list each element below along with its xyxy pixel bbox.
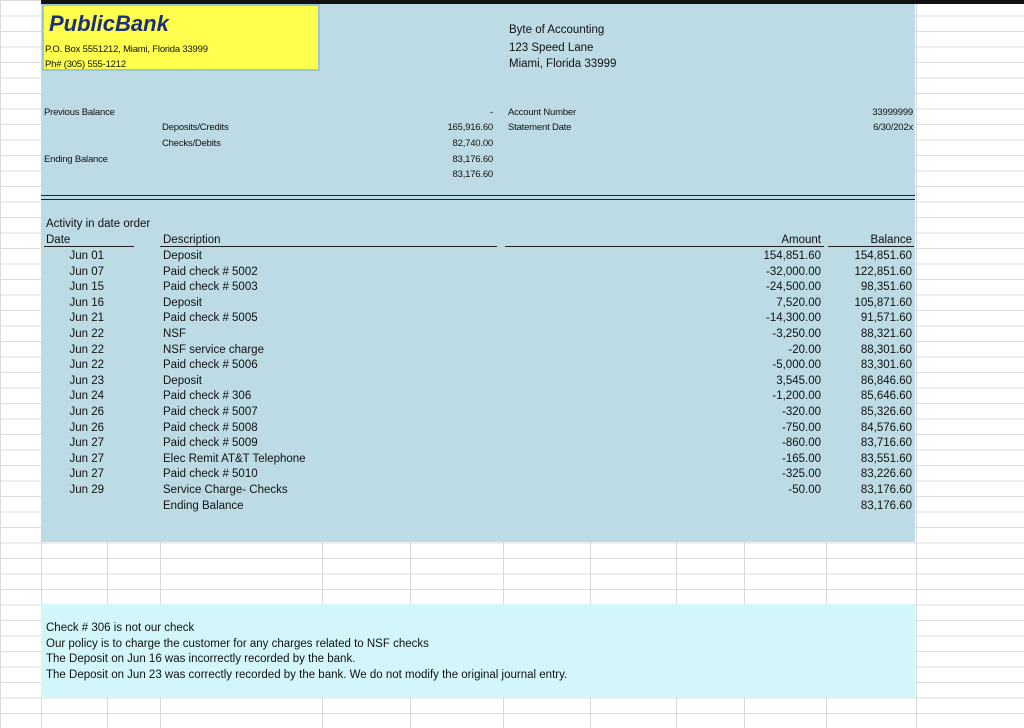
row-amount: -32,000.00	[766, 265, 821, 278]
section-divider	[41, 195, 915, 196]
row-description: Paid check # 5007	[163, 406, 258, 418]
row-balance: 86,846.60	[860, 374, 912, 387]
col-header-description: Description	[163, 234, 221, 246]
bank-header-box	[42, 4, 320, 71]
row-date: Jun 15	[69, 281, 104, 294]
ending-balance-value: 83,176.60	[452, 154, 493, 165]
row-description: Paid check # 5002	[163, 265, 258, 278]
row-balance: 83,176.60	[860, 484, 912, 496]
row-date: Jun 21	[69, 312, 104, 325]
row-balance: 83,716.60	[860, 437, 912, 450]
row-date: Jun 24	[69, 390, 104, 403]
row-description: Paid check # 306	[163, 390, 252, 403]
row-date: Jun 07	[69, 265, 104, 278]
row-amount: -750.00	[781, 421, 821, 434]
row-amount: -5,000.00	[772, 359, 821, 372]
ending-balance-label: Ending Balance	[44, 154, 108, 165]
row-description: Paid check # 5009	[163, 437, 258, 450]
row-date: Jun 22	[69, 359, 104, 372]
row-date: Jun 29	[69, 484, 104, 496]
row-balance: 105,871.60	[854, 296, 912, 309]
row-balance: 85,646.60	[860, 390, 912, 403]
row-description: Elec Remit AT&T Telephone	[163, 452, 306, 465]
checks-label: Checks/Debits	[162, 138, 221, 149]
row-amount: -24,500.00	[766, 281, 821, 294]
row-description: NSF service charge	[163, 343, 264, 356]
row-date: Jun 01	[69, 250, 104, 262]
row-amount: -320.00	[781, 406, 821, 418]
bank-phone: Ph# (305) 555-1212	[45, 59, 126, 70]
col-header-balance: Balance	[870, 234, 912, 246]
row-date: Jun 22	[69, 343, 104, 356]
row-balance: 83,301.60	[860, 359, 912, 372]
row-balance: 88,321.60	[860, 328, 912, 340]
account-number-value: 33999999	[872, 107, 913, 118]
row-amount: 3,545.00	[776, 374, 821, 387]
row-description: Paid check # 5003	[163, 281, 258, 294]
row-amount: -3,250.00	[772, 328, 821, 340]
row-balance: 85,326.60	[860, 406, 912, 418]
row-date: Jun 27	[69, 452, 104, 465]
row-description: Deposit	[163, 374, 202, 387]
col-header-date: Date	[46, 234, 71, 246]
header-underline	[828, 246, 914, 247]
header-underline	[160, 246, 497, 247]
section-divider	[41, 199, 915, 200]
row-description: Service Charge- Checks	[163, 484, 288, 496]
col-header-amount: Amount	[781, 234, 821, 246]
deposits-value: 165,916.60	[447, 122, 493, 133]
row-description: Deposit	[163, 296, 202, 309]
customer-street: 123 Speed Lane	[509, 42, 594, 54]
account-number-label: Account Number	[508, 107, 576, 118]
row-date: Jun 27	[69, 437, 104, 450]
deposits-label: Deposits/Credits	[162, 122, 229, 133]
previous-balance-label: Previous Balance	[44, 107, 115, 118]
row-amount: -165.00	[781, 452, 821, 465]
row-date: Jun 22	[69, 328, 104, 340]
row-description: Ending Balance	[163, 499, 244, 512]
note-line: Our policy is to charge the customer for any charges related to NSF checks	[46, 638, 429, 650]
row-amount: -860.00	[781, 437, 821, 450]
row-date: Jun 23	[69, 374, 104, 387]
row-amount: -14,300.00	[766, 312, 821, 325]
grid-col-line	[916, 0, 917, 728]
previous-balance-value: -	[490, 107, 493, 118]
row-balance: 91,571.60	[860, 312, 912, 325]
row-balance: 154,851.60	[854, 250, 912, 262]
bank-address: P.O. Box 5551212, Miami, Florida 33999	[45, 44, 208, 55]
note-line: The Deposit on Jun 16 was incorrectly recorded by the bank.	[46, 653, 356, 665]
bank-name: PublicBank	[49, 11, 169, 36]
row-amount: -1,200.00	[772, 390, 821, 403]
row-description: Paid check # 5010	[163, 468, 258, 481]
customer-city: Miami, Florida 33999	[509, 58, 617, 70]
row-amount: 7,520.00	[776, 296, 821, 309]
ending-balance-value-2: 83,176.60	[452, 169, 493, 180]
row-amount: -20.00	[788, 343, 821, 356]
row-date: Jun 26	[69, 406, 104, 418]
header-underline	[44, 246, 134, 247]
row-amount: -50.00	[788, 484, 821, 496]
row-balance: 83,226.60	[860, 468, 912, 481]
note-line: The Deposit on Jun 23 was correctly recorded by the bank. We do not modify the original journal entry.	[46, 669, 568, 681]
note-line: Check # 306 is not our check	[46, 622, 195, 634]
row-description: Paid check # 5005	[163, 312, 258, 325]
row-balance: 122,851.60	[854, 265, 912, 278]
row-description: NSF	[163, 328, 186, 340]
row-date: Jun 27	[69, 468, 104, 481]
row-date: Jun 26	[69, 421, 104, 434]
row-date: Jun 16	[69, 296, 104, 309]
row-amount: -325.00	[781, 468, 821, 481]
row-description: Paid check # 5008	[163, 421, 258, 434]
customer-name: Byte of Accounting	[509, 24, 605, 36]
row-description: Deposit	[163, 250, 202, 262]
row-balance: 83,176.60	[860, 499, 912, 512]
row-balance: 98,351.60	[860, 281, 912, 294]
row-description: Paid check # 5006	[163, 359, 258, 372]
header-underline	[505, 246, 824, 247]
row-amount: 154,851.60	[763, 250, 821, 262]
statement-date-value: 6/30/202x	[873, 122, 913, 133]
activity-heading: Activity in date order	[46, 218, 151, 230]
statement-date-label: Statement Date	[508, 122, 572, 133]
row-balance: 88,301.60	[860, 343, 912, 356]
row-balance: 83,551.60	[860, 452, 912, 465]
row-balance: 84,576.60	[860, 421, 912, 434]
checks-value: 82,740.00	[452, 138, 493, 149]
